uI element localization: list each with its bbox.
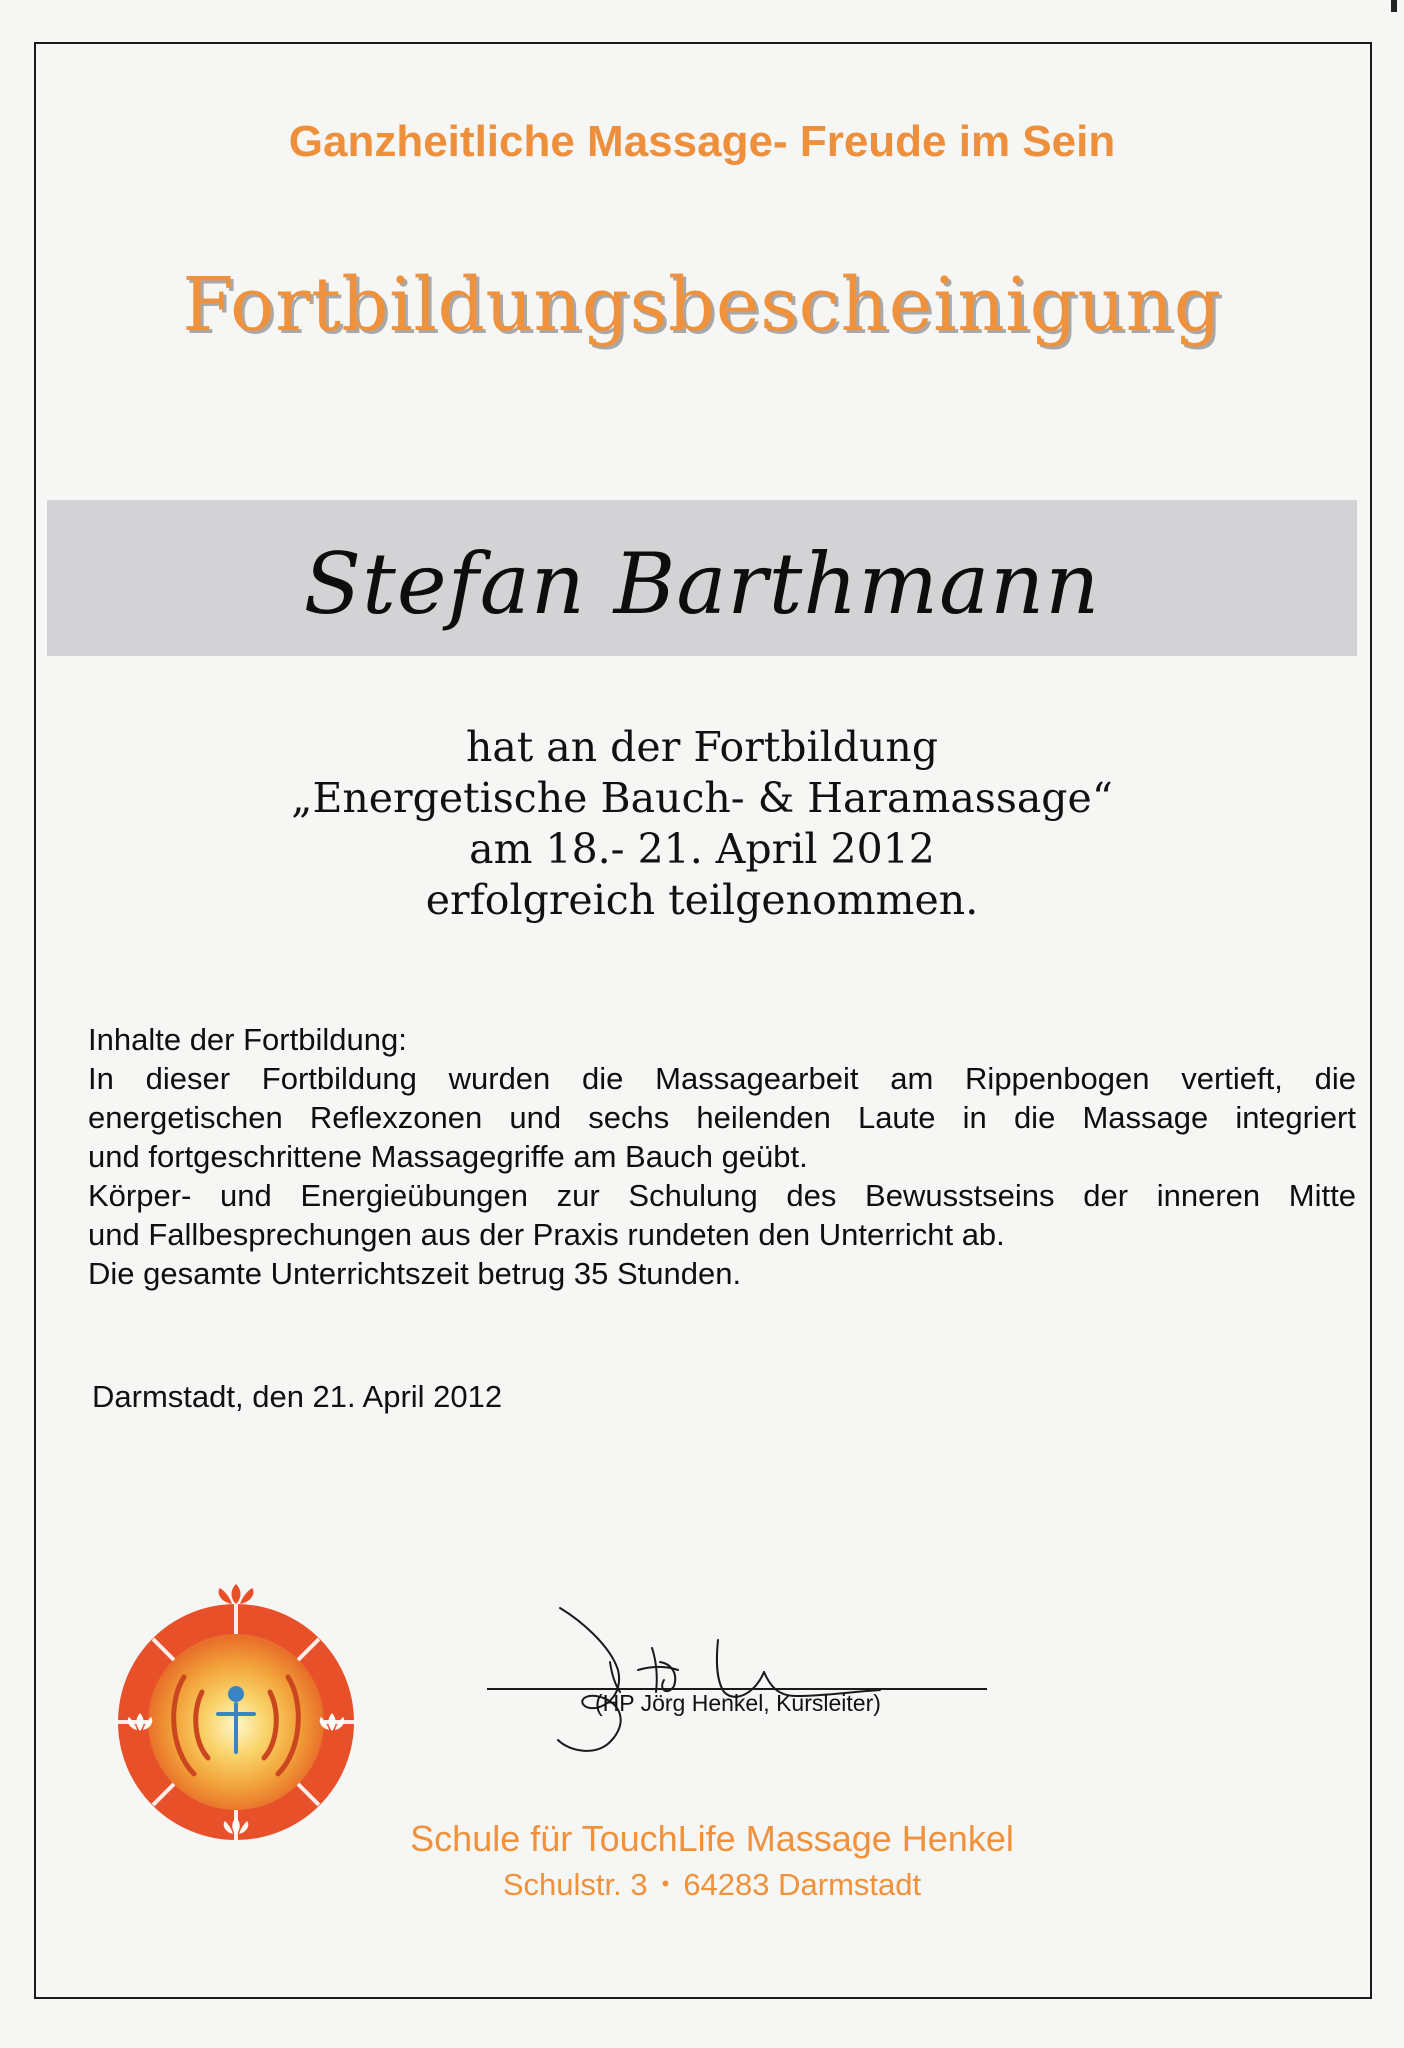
address-street: Schulstr. 3 xyxy=(502,1867,648,1902)
participant-name: Stefan Barthmann xyxy=(303,535,1101,633)
content-line-1: In dieser Fortbildung wurden die Massagearbeit am Rippenbogen vertieft, die xyxy=(88,1061,1356,1096)
scan-edge-mark xyxy=(1391,0,1397,12)
course-statement xyxy=(0,722,1404,926)
signature-caption: (HP Jörg Henkel, Kursleiter) xyxy=(595,1690,881,1716)
course-content xyxy=(88,1020,1356,1293)
course-line-1: hat an der Fortbildung xyxy=(465,723,939,771)
school-name: Schule für TouchLife Massage Henkel xyxy=(410,1818,1014,1859)
content-line-4: Körper- und Energieübungen zur Schulung des Bewusstseins der inneren Mitte xyxy=(88,1178,1356,1213)
touchlife-logo-icon xyxy=(110,1582,362,1852)
content-line-2: energetischen Reflexzonen und sechs heilenden Laute in die Massage integriert xyxy=(88,1100,1356,1135)
content-line-5: und Fallbesprechungen aus der Praxis rundeten den Unterricht ab. xyxy=(88,1217,1005,1252)
address-city: 64283 Darmstadt xyxy=(683,1867,922,1902)
certificate-title: Fortbildungsbescheinigung xyxy=(182,262,1222,348)
course-line-3: am 18.- 21. April 2012 xyxy=(469,825,935,873)
signature-icon xyxy=(540,1600,900,1760)
content-line-6: Die gesamte Unterrichtszeit betrug 35 Stunden. xyxy=(88,1256,742,1291)
course-line-4: erfolgreich teilgenommen. xyxy=(425,876,979,924)
course-line-2: „Energetische Bauch- & Haramassage“ xyxy=(291,774,1113,822)
address-separator: • xyxy=(661,1871,670,1896)
content-heading: Inhalte der Fortbildung: xyxy=(88,1022,407,1057)
school-address xyxy=(0,1867,1404,1903)
content-line-3: und fortgeschrittene Massagegriffe am Bauch geübt. xyxy=(88,1139,808,1174)
place-date: Darmstadt, den 21. April 2012 xyxy=(92,1379,503,1414)
certificate-subtitle: Ganzheitliche Massage- Freude im Sein xyxy=(288,117,1116,166)
